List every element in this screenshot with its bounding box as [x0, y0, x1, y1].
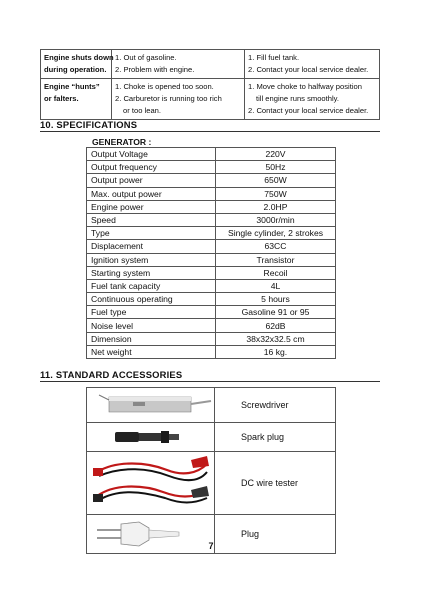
- trouble-cause-cell: [112, 79, 245, 120]
- spec-row: [87, 332, 336, 345]
- spec-label: Type: [87, 227, 216, 240]
- troubleshooting-row: [41, 50, 380, 79]
- spec-value: Gasoline 91 or 95: [216, 306, 336, 319]
- accessories-heading: 11. STANDARD ACCESSORIES: [40, 369, 183, 380]
- spec-label: Engine power: [87, 200, 216, 213]
- spec-value: 50Hz: [216, 161, 336, 174]
- accessory-label: DC wire tester: [215, 452, 336, 515]
- spec-label: Net weight: [87, 345, 216, 358]
- accessory-row: [87, 423, 336, 452]
- spec-value: Transistor: [216, 253, 336, 266]
- accessory-label: Plug: [215, 515, 336, 554]
- spec-label: Starting system: [87, 266, 216, 279]
- trouble-cause-cell-line: 1. Out of gasoline.: [115, 53, 177, 62]
- trouble-problem-cell: [41, 50, 112, 79]
- trouble-remedy-cell-line: 1. Move choke to halfway position: [248, 82, 362, 91]
- spec-label: Fuel type: [87, 306, 216, 319]
- accessory-row: [87, 388, 336, 423]
- spec-value: 38x32x32.5 cm: [216, 332, 336, 345]
- spec-label: Ignition system: [87, 253, 216, 266]
- accessory-image-cell: [87, 423, 215, 452]
- specifications-table: [86, 147, 336, 359]
- trouble-cause-cell: [112, 50, 245, 79]
- spark-plug-icon: [87, 423, 214, 451]
- trouble-problem-cell: [41, 79, 112, 120]
- spec-row: [87, 213, 336, 226]
- specifications-rule: [40, 131, 380, 132]
- spec-value: 650W: [216, 174, 336, 187]
- spec-label: Output Voltage: [87, 148, 216, 161]
- spec-label: Fuel tank capacity: [87, 279, 216, 292]
- spec-row: [87, 293, 336, 306]
- spec-label: Output frequency: [87, 161, 216, 174]
- dc-wire-tester-icon: [87, 452, 214, 514]
- spec-label: Speed: [87, 213, 216, 226]
- spec-value: 4L: [216, 279, 336, 292]
- trouble-cause-cell-line: 1. Choke is opened too soon.: [115, 82, 214, 91]
- spec-label: Max. output power: [87, 187, 216, 200]
- screwdriver-icon: [87, 388, 214, 422]
- trouble-remedy-cell-line: 2. Contact your local service dealer.: [248, 106, 369, 115]
- generator-subheading: GENERATOR :: [92, 137, 152, 147]
- trouble-cause-cell-line: 2. Carburetor is running too rich: [115, 94, 222, 103]
- page-number: 7: [208, 541, 214, 551]
- accessory-image-cell: [87, 388, 215, 423]
- trouble-problem-cell-line: Engine shuts down: [44, 53, 114, 62]
- spec-row: [87, 161, 336, 174]
- accessory-image-cell: [87, 452, 215, 515]
- spec-value: Single cylinder, 2 strokes: [216, 227, 336, 240]
- spec-value: 16 kg.: [216, 345, 336, 358]
- spec-label: Noise level: [87, 319, 216, 332]
- spec-value: 220V: [216, 148, 336, 161]
- spec-row: [87, 148, 336, 161]
- spec-row: [87, 266, 336, 279]
- trouble-remedy-cell: [245, 50, 380, 79]
- accessory-row: [87, 452, 336, 515]
- accessories-table: [86, 387, 336, 554]
- accessory-label: Screwdriver: [215, 388, 336, 423]
- spec-label: Dimension: [87, 332, 216, 345]
- trouble-cause-cell-line: or too lean.: [123, 106, 161, 115]
- spec-value: 62dB: [216, 319, 336, 332]
- spec-row: [87, 306, 336, 319]
- spec-row: [87, 253, 336, 266]
- spec-row: [87, 227, 336, 240]
- specifications-heading: 10. SPECIFICATIONS: [40, 119, 138, 130]
- accessories-rule: [40, 381, 380, 382]
- trouble-problem-cell-line: during operation.: [44, 65, 107, 74]
- trouble-remedy-cell-line: till engine runs smoothly.: [256, 94, 340, 103]
- trouble-remedy-cell-line: 1. Fill fuel tank.: [248, 53, 300, 62]
- spec-value: 63CC: [216, 240, 336, 253]
- troubleshooting-table: [40, 49, 380, 120]
- spec-row: [87, 174, 336, 187]
- spec-label: Output power: [87, 174, 216, 187]
- spec-value: 2.0HP: [216, 200, 336, 213]
- spec-row: [87, 319, 336, 332]
- troubleshooting-row: [41, 79, 380, 120]
- trouble-problem-cell-line: or falters.: [44, 94, 79, 103]
- spec-row: [87, 200, 336, 213]
- spec-row: [87, 345, 336, 358]
- spec-value: 3000r/min: [216, 213, 336, 226]
- trouble-remedy-cell-line: 2. Contact your local service dealer.: [248, 65, 369, 74]
- accessory-label: Spark plug: [215, 423, 336, 452]
- spec-row: [87, 240, 336, 253]
- spec-value: 5 hours: [216, 293, 336, 306]
- spec-row: [87, 187, 336, 200]
- trouble-problem-cell-line: Engine “hunts”: [44, 82, 100, 91]
- trouble-cause-cell-line: 2. Problem with engine.: [115, 65, 195, 74]
- spec-value: 750W: [216, 187, 336, 200]
- spec-value: Recoil: [216, 266, 336, 279]
- spec-label: Displacement: [87, 240, 216, 253]
- spec-label: Continuous operating: [87, 293, 216, 306]
- spec-row: [87, 279, 336, 292]
- trouble-remedy-cell: [245, 79, 380, 120]
